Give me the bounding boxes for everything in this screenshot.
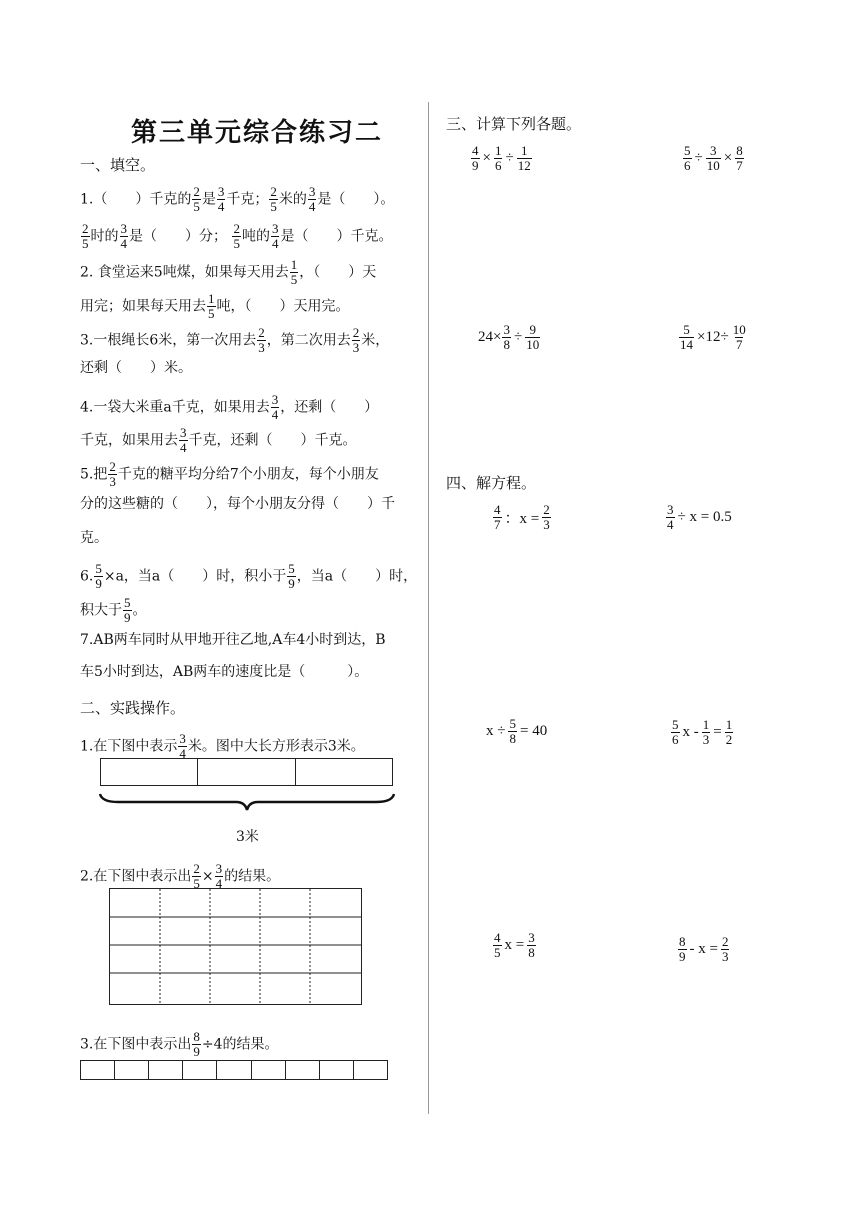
question-7-line-2: 车5小时到达，AB两车的速度比是（ ）。 (80, 664, 369, 680)
brace-icon (98, 792, 396, 812)
strip-cell (285, 1061, 319, 1080)
question-3-line-1: 3.一根绳长6米，第一次用去 $\frac{2}{3}$ ，第二次用去 $\frac{2}{3}$ 米， (80, 325, 390, 355)
brace-label: 3米 (236, 829, 259, 845)
rectangle-3-parts (100, 758, 393, 786)
section-3-heading: 三、计算下列各题。 (446, 115, 582, 133)
fraction: $\frac{2}{5}$ (193, 861, 200, 891)
page-title: 第三单元综合练习二 (131, 118, 384, 148)
grid-4x5 (109, 888, 362, 1005)
question-2-line-2: 用完；如果每天用去 $\frac{1}{5}$ 吨，（ ）天用完。 (80, 291, 350, 321)
question-4-line-1: 4.一袋大米重a千克，如果用去 $\frac{3}{4}$ ，还剩（ ） (80, 392, 379, 422)
section-1-heading: 一、填空。 (80, 156, 156, 174)
fraction: $\frac{2}{5}$ (82, 221, 89, 251)
strip-cell (319, 1061, 353, 1080)
fraction: $\frac{3}{4}$ (308, 184, 316, 214)
strip-cell (149, 1061, 183, 1080)
question-7-line-1: 7.AB两车同时从甲地开往乙地,A车4小时到达，B (80, 632, 386, 648)
fraction: $\frac{3}{4}$ (217, 184, 225, 214)
practice-3-text: 3.在下图中表示出 $\frac{8}{9}$ ÷4的结果。 (80, 1029, 279, 1059)
rect-cell (101, 759, 198, 786)
fraction: $\frac{3}{4}$ (179, 731, 186, 761)
equation-5: 4 5 x = $\frac{3}{8}$ (494, 930, 535, 960)
question-5-line-2: 分的这些糖的（ ），每个小朋友分得（ ）千 (80, 496, 395, 512)
grid-lines (110, 889, 361, 1004)
calc-3: 24× $\frac{3}{8}$ ÷ $\frac{9}{10}$ (478, 322, 540, 352)
fraction: $\frac{2}{3}$ (109, 459, 116, 489)
fraction: $\frac{8}{9}$ (193, 1029, 200, 1059)
question-5-line-3: 克。 (80, 530, 108, 546)
fraction: $\frac{5}{9}$ (95, 561, 102, 591)
equation-4: 5 6 x - $\frac{1}{3}$ = $\frac{1}{2}$ (672, 717, 733, 747)
strip-cell (217, 1061, 251, 1080)
rect-cell (198, 759, 295, 786)
fraction: $\frac{5}{9}$ (288, 561, 295, 591)
fraction: $\frac{1}{5}$ (208, 291, 215, 321)
section-4-heading: 四、解方程。 (446, 474, 537, 492)
practice-2-text: 2.在下图中表示出 $\frac{2}{5}$ × $\frac{3}{4}$ 的结果。 (80, 861, 281, 891)
fraction: $\frac{3}{4}$ (271, 221, 279, 251)
fraction: $\frac{2}{5}$ (193, 184, 200, 214)
strip-cell (251, 1061, 285, 1080)
rect-cell (295, 759, 392, 786)
fraction: $\frac{2}{3}$ (258, 325, 265, 355)
equation-3: x ÷ $\frac{5}{8}$ = 40 (486, 716, 548, 746)
strip-cell (353, 1061, 387, 1080)
fraction: $\frac{3}{4}$ (215, 861, 223, 891)
equation-1: 4 7 ：x = $\frac{2}{3}$ (494, 502, 550, 532)
strip-9-parts (80, 1060, 388, 1080)
fraction: $\frac{2}{5}$ (270, 184, 277, 214)
equation-2: $\frac{3}{4}$ ÷ x = 0.5 (667, 502, 732, 532)
fraction: $\frac{5}{9}$ (124, 595, 131, 625)
fraction: $\frac{3}{4}$ (271, 392, 279, 422)
question-6-line-2: 积大于 $\frac{5}{9}$ 。 (80, 595, 147, 625)
strip-cell (115, 1061, 149, 1080)
strip-cell (183, 1061, 217, 1080)
fraction: $\frac{2}{3}$ (352, 325, 360, 355)
fraction: $\frac{3}{4}$ (180, 425, 187, 455)
fraction: $\frac{3}{4}$ (120, 221, 127, 251)
question-5-line-1: 5.把 $\frac{2}{3}$ 千克的糖平均分给7个小朋友，每个小朋友 (80, 459, 379, 489)
equation-6: 8 9 - x = $\frac{2}{3}$ (679, 934, 729, 964)
question-4-line-2: 千克，如果用去 $\frac{3}{4}$ 千克，还剩（ ）千克。 (80, 425, 357, 455)
question-1-line-2: $\frac{2}{5}$ 时的 $\frac{3}{4}$ 是（ ）分； $\frac{2}{5}$ 吨的 $\frac{3}{4}$ 是（ ）千克。 (82, 221, 393, 251)
strip-cell (81, 1061, 115, 1080)
calc-4: $\frac{5}{14}$ ×12÷ $\frac{10}{7}$ (680, 322, 746, 352)
calc-2: $\frac{5}{6}$ ÷ $\frac{3}{10}$ × $\frac{8}{7}$ (684, 143, 743, 173)
question-1-line-1: 1.（ ）千克的 $\frac{2}{5}$ 是 $\frac{3}{4}$ 千克； $\frac{2}{5}$ 米的 $\frac{3}{4}$ 是（ ）。 (80, 184, 395, 214)
question-6-line-1: 6. $\frac{5}{9}$ ×a，当a（ ）时，积小于 $\frac{5}{9}$ ，当a（ ）时， (80, 561, 418, 591)
question-2-line-1: 2. 食堂运来5吨煤，如果每天用去 $\frac{1}{5}$ ，（ ）天 (80, 257, 377, 287)
section-2-heading: 二、实践操作。 (80, 699, 186, 717)
fraction: $\frac{1}{5}$ (290, 257, 298, 287)
calc-1: $\frac{4}{9}$ × $\frac{1}{6}$ ÷ $\frac{1}{12}$ (472, 143, 531, 173)
practice-1-text: 1.在下图中表示 $\frac{3}{4}$ 米。图中大长方形表示3米。 (80, 731, 365, 761)
column-divider (428, 102, 429, 1114)
question-3-line-2: 还剩（ ）米。 (80, 360, 192, 376)
fraction: $\frac{2}{5}$ (233, 221, 240, 251)
